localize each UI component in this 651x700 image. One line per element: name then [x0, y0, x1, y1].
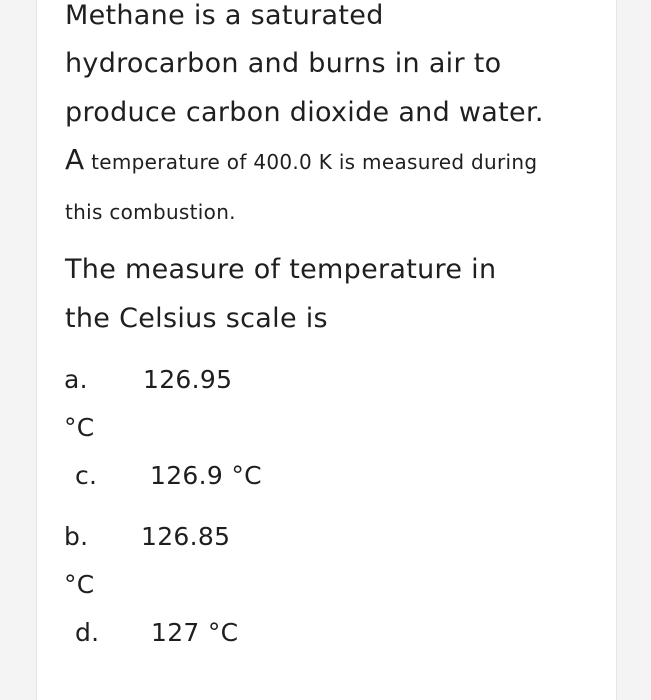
option-b-value[interactable]: 126.85 [141, 522, 231, 551]
question-line-1: Methane is a saturated [65, 0, 384, 31]
measurement-prefix: A [65, 143, 85, 176]
measurement-line-1 [65, 143, 538, 176]
question-line-2: hydrocarbon and burns in air to [65, 48, 502, 79]
measurement-line-2: this combustion. [65, 200, 236, 224]
prompt-line-1: The measure of temperature in [65, 254, 497, 285]
option-a-value[interactable]: 126.95 [143, 365, 233, 394]
question-card [37, 0, 616, 700]
option-b-letter[interactable]: b. [64, 522, 89, 551]
left-margin [0, 0, 37, 700]
option-d-letter[interactable]: d. [75, 618, 100, 647]
option-a-letter[interactable]: a. [64, 365, 88, 394]
option-c-value[interactable]: 126.9 °C [150, 461, 262, 490]
prompt-line-2: the Celsius scale is [65, 303, 328, 334]
option-c-letter[interactable]: c. [75, 461, 98, 490]
option-d-value[interactable]: 127 °C [151, 618, 239, 647]
measurement-text: temperature of 400.0 K is measured during [84, 150, 538, 174]
option-a-unit[interactable]: °C [64, 413, 95, 442]
right-margin [616, 0, 651, 700]
question-line-3: produce carbon dioxide and water. [65, 97, 544, 128]
option-b-unit[interactable]: °C [64, 570, 95, 599]
